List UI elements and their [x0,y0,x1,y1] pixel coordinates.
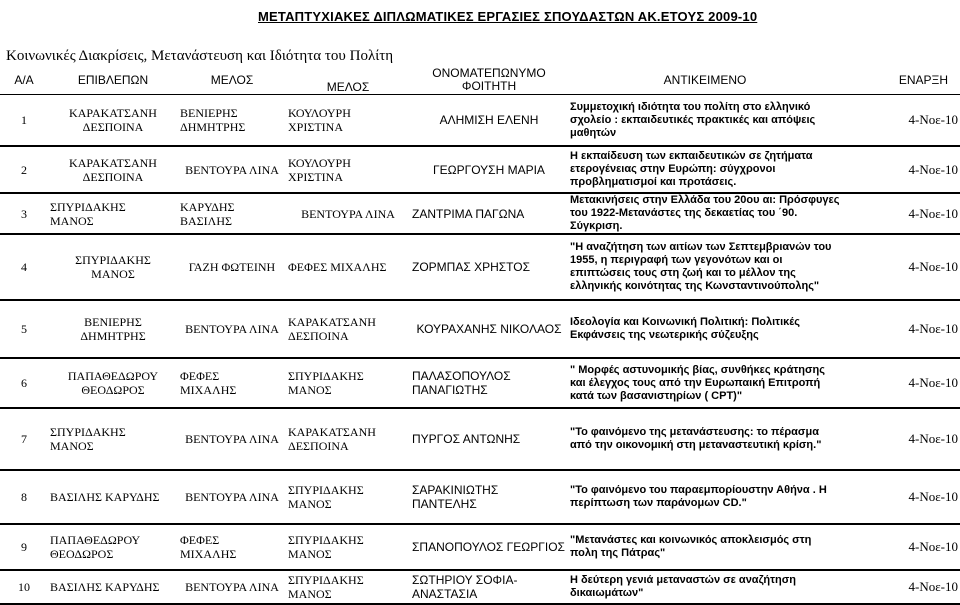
student-cell: ΓΕΩΡΓΟΥΣΗ ΜΑΡΙΑ [410,146,568,193]
member2-cell: ΦΕΦΕΣ ΜΙΧΑΛΗΣ [286,234,410,300]
member1-cell: ΒΕΝΙΕΡΗΣ ΔΗΜΗΤΡΗΣ [178,95,286,147]
supervisor-cell: ΣΠΥΡΙΔΑΚΗΣ ΜΑΝΟΣ [48,193,178,234]
member2-cell: ΣΠΥΡΙΔΑΚΗΣ ΜΑΝΟΣ [286,470,410,524]
section-heading: Κοινωνικές Διακρίσεις, Μετανάστευση και Ιδιότητα του Πολίτη [6,48,394,64]
start-date-cell: 4-Νοε-10 [842,358,960,408]
table-row [0,358,960,408]
topic-cell: Συμμετοχική ιδιότητα του πολίτη στο ελληνικό σχολείο : εκπαιδευτικές πρακτικές και απόψεις μαθητών [568,95,842,147]
member1-cell: ΦΕΦΕΣ ΜΙΧΑΛΗΣ [178,524,286,570]
start-date-cell: 4-Νοε-10 [842,146,960,193]
member1-cell: ΒΕΝΤΟΥΡΑ ΛΙΝΑ [178,146,286,193]
row-number: 5 [0,300,48,358]
table-row [0,470,960,524]
student-cell: ΖΟΡΜΠΑΣ ΧΡΗΣΤΟΣ [410,234,568,300]
topic-cell: " Μορφές αστυνομικής βίας, συνθήκες κράτησης και έλεγχος τους από την Ευρωπαική Επιτροπή κατά των βασανιστηρίων ( CPT)" [568,358,842,408]
member1-cell: ΦΕΦΕΣ ΜΙΧΑΛΗΣ [178,358,286,408]
table-row [0,524,960,570]
member1-cell: ΓΑΖΗ ΦΩΤΕΙΝΗ [178,234,286,300]
header-member2: ΜΕΛΟΣ [286,66,410,95]
supervisor-cell: ΣΠΥΡΙΔΑΚΗΣ ΜΑΝΟΣ [48,408,178,470]
thesis-table [0,66,960,605]
start-date-cell: 4-Νοε-10 [842,300,960,358]
member1-cell: ΒΕΝΤΟΥΡΑ ΛΙΝΑ [178,470,286,524]
table-row [0,408,960,470]
row-number: 10 [0,570,48,604]
start-date-cell: 4-Νοε-10 [842,470,960,524]
supervisor-cell: ΚΑΡΑΚΑΤΣΑΝΗ ΔΕΣΠΟΙΝΑ [48,95,178,147]
start-date-cell: 4-Νοε-10 [842,524,960,570]
start-date-cell: 4-Νοε-10 [842,95,960,147]
table-row [0,234,960,300]
student-cell: ΖΑΝΤΡΙΜΑ ΠΑΓΩΝΑ [410,193,568,234]
row-number: 7 [0,408,48,470]
supervisor-cell: ΠΑΠΑΘΕΔΩΡΟΥ ΘΕΟΔΩΡΟΣ [48,358,178,408]
table-row [0,193,960,234]
member1-cell: ΒΕΝΤΟΥΡΑ ΛΙΝΑ [178,408,286,470]
start-date-cell: 4-Νοε-10 [842,570,960,604]
start-date-cell: 4-Νοε-10 [842,408,960,470]
row-number: 4 [0,234,48,300]
row-number: 2 [0,146,48,193]
student-cell: ΣΠΑΝΟΠΟΥΛΟΣ ΓΕΩΡΓΙΟΣ [410,524,568,570]
topic-cell: "Το φαινόμενο της μετανάστευσης: το πέρασμα από την οικονομική στη μεταναστευτική κρίση." [568,408,842,470]
header-topic: ΑΝΤΙΚΕΙΜΕΝΟ [568,66,842,95]
header-row [0,66,960,95]
supervisor-cell: ΒΑΣΙΛΗΣ ΚΑΡΥΔΗΣ [48,470,178,524]
student-cell: ΣΑΡΑΚΙΝΙΩΤΗΣ ΠΑΝΤΕΛΗΣ [410,470,568,524]
member1-cell: ΒΕΝΤΟΥΡΑ ΛΙΝΑ [178,570,286,604]
header-supervisor: ΕΠΙΒΛΕΠΩΝ [48,66,178,95]
member2-cell: ΣΠΥΡΙΔΑΚΗΣ ΜΑΝΟΣ [286,524,410,570]
member2-cell: ΣΠΥΡΙΔΑΚΗΣ ΜΑΝΟΣ [286,570,410,604]
header-student: ΟΝΟΜΑΤΕΠΩΝΥΜΟ ΦΟΙΤΗΤΗ [410,66,568,95]
student-cell: ΑΛΗΜΙΣΗ ΕΛΕΝΗ [410,95,568,147]
supervisor-cell: ΣΠΥΡΙΔΑΚΗΣ ΜΑΝΟΣ [48,234,178,300]
start-date-cell: 4-Νοε-10 [842,193,960,234]
member2-cell: ΚΟΥΛΟΥΡΗ ΧΡΙΣΤΙΝΑ [286,95,410,147]
row-number: 8 [0,470,48,524]
document-title: ΜΕΤΑΠΤΥΧΙΑΚΕΣ ΔΙΠΛΩΜΑΤΙΚΕΣ ΕΡΓΑΣΙΕΣ ΣΠΟΥΔΑΣΤΩΝ ΑΚ.ΕΤΟΥΣ 2009-10 [258,9,758,24]
start-date-cell: 4-Νοε-10 [842,234,960,300]
topic-cell: Μετακινήσεις στην Ελλάδα του 20ου αι: Πρόσφυγες του 1922-Μετανάστες της δεκαετίας του ΄90. Σύγκριση. [568,193,842,234]
topic-cell: Η δεύτερη γενιά μεταναστών σε αναζήτηση δικαιωμάτων" [568,570,842,604]
table-row [0,570,960,604]
student-cell: ΠΥΡΓΟΣ ΑΝΤΩΝΗΣ [410,408,568,470]
member2-cell: ΣΠΥΡΙΔΑΚΗΣ ΜΑΝΟΣ [286,358,410,408]
member1-cell: ΚΑΡΥΔΗΣ ΒΑΣΙΛΗΣ [178,193,286,234]
table-row [0,95,960,147]
member2-cell: ΚΟΥΛΟΥΡΗ ΧΡΙΣΤΙΝΑ [286,146,410,193]
header-start: ΕΝΑΡΞΗ [842,66,960,95]
topic-cell: Η εκπαίδευση των εκπαιδευτικών σε ζητήματα ετερογένειας στην Ευρώπη: σύγχρονοι προβληματισμοί και προτάσεις. [568,146,842,193]
member1-cell: ΒΕΝΤΟΥΡΑ ΛΙΝΑ [178,300,286,358]
student-cell: ΠΑΛΑΣΟΠΟΥΛΟΣ ΠΑΝΑΓΙΩΤΗΣ [410,358,568,408]
header-aa: Α/Α [0,66,48,95]
topic-cell: "Η αναζήτηση των αιτίων των Σεπτεμβριανών του 1955, η περιγραφή των γεγονότων και οι επιπτώσεις τους στη ζωή και το μέλλον της ελληνικής κοινότητας της Κωνσταντινούπολης" [568,234,842,300]
supervisor-cell: ΚΑΡΑΚΑΤΣΑΝΗ ΔΕΣΠΟΙΝΑ [48,146,178,193]
supervisor-cell: ΒΕΝΙΕΡΗΣ ΔΗΜΗΤΡΗΣ [48,300,178,358]
topic-cell: "Μετανάστες και κοινωνικός αποκλεισμός στη πολη της Πάτρας" [568,524,842,570]
student-cell: ΣΩΤΗΡΙΟΥ ΣΟΦΙΑ-ΑΝΑΣΤΑΣΙΑ [410,570,568,604]
member2-cell: ΒΕΝΤΟΥΡΑ ΛΙΝΑ [286,193,410,234]
student-cell: ΚΟΥΡΑΧΑΝΗΣ ΝΙΚΟΛΑΟΣ [410,300,568,358]
table-row [0,146,960,193]
member2-cell: ΚΑΡΑΚΑΤΣΑΝΗ ΔΕΣΠΟΙΝΑ [286,408,410,470]
row-number: 6 [0,358,48,408]
row-number: 9 [0,524,48,570]
member2-cell: ΚΑΡΑΚΑΤΣΑΝΗ ΔΕΣΠΟΙΝΑ [286,300,410,358]
table-row [0,300,960,358]
supervisor-cell: ΠΑΠΑΘΕΔΩΡΟΥ ΘΕΟΔΩΡΟΣ [48,524,178,570]
header-member1: ΜΕΛΟΣ [178,66,286,95]
row-number: 3 [0,193,48,234]
row-number: 1 [0,95,48,147]
topic-cell: Ιδεολογία και Κοινωνική Πολιτική: Πολιτικές Εκφάνσεις της νεωτερικής σύζευξης [568,300,842,358]
topic-cell: "Το φαινόμενο του παραεμπορίουστην Αθήνα . Η περίπτωση των παράνομων CD." [568,470,842,524]
supervisor-cell: ΒΑΣΙΛΗΣ ΚΑΡΥΔΗΣ [48,570,178,604]
